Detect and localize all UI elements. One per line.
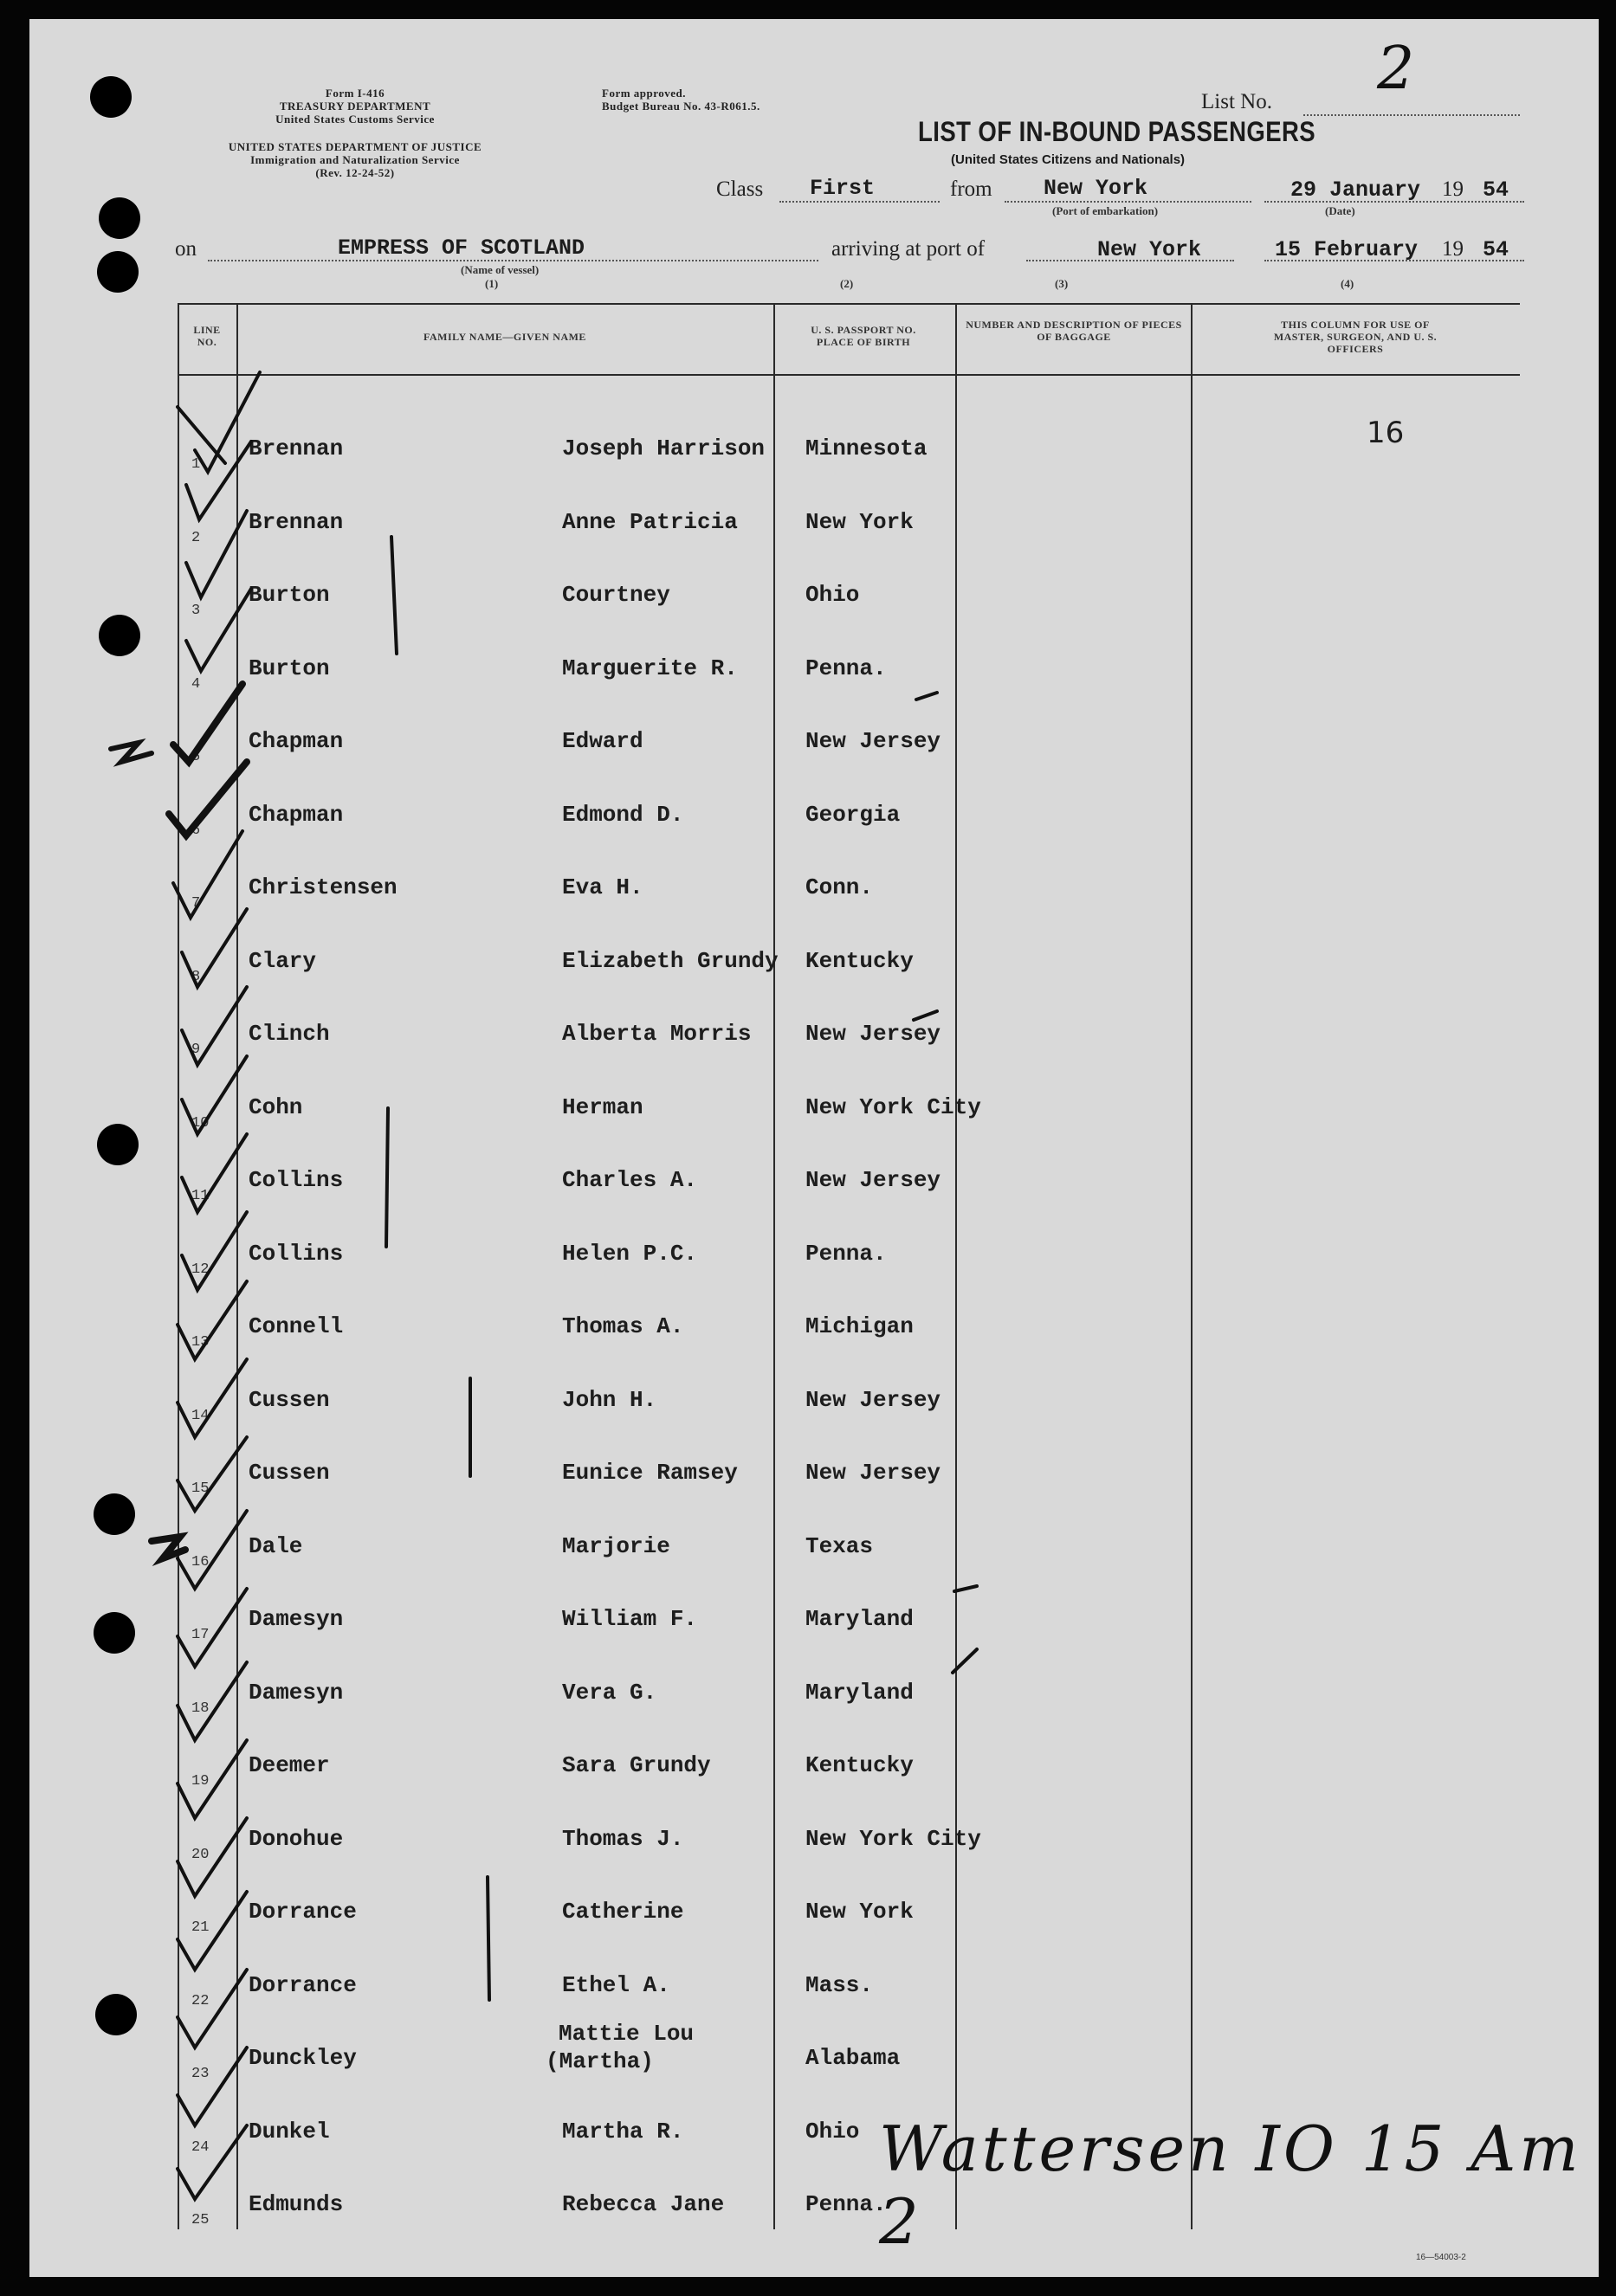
punch-hole bbox=[99, 197, 140, 239]
family-name: Cohn bbox=[249, 1093, 303, 1120]
line-number: 12 bbox=[191, 1261, 210, 1278]
family-name: Deemer bbox=[249, 1752, 330, 1778]
ins: Immigration and Naturalization Service bbox=[250, 153, 460, 166]
place-of-birth: New Jersey bbox=[805, 1386, 941, 1413]
line-number: 4 bbox=[191, 675, 201, 693]
passenger-table bbox=[178, 303, 1520, 2229]
line-number: 21 bbox=[191, 1919, 210, 1936]
officer-signature: Wattersen IO 15 Am 2 bbox=[879, 2112, 1582, 2258]
agency-block bbox=[165, 87, 546, 126]
header-passport: U. S. PASSPORT NO. PLACE OF BIRTH bbox=[811, 324, 916, 348]
line-number: 11 bbox=[191, 1188, 210, 1204]
family-name: Brennan bbox=[249, 508, 344, 535]
revision: (Rev. 12-24-52) bbox=[315, 166, 395, 179]
given-name: Thomas J. bbox=[562, 1825, 684, 1852]
family-name: Dorrance bbox=[249, 1899, 357, 1925]
line-number: 7 bbox=[191, 895, 201, 912]
arrival-port-num: (3) bbox=[1055, 277, 1069, 290]
arrival-date: 15 February bbox=[1275, 237, 1419, 262]
given-name: Edmond D. bbox=[562, 801, 684, 828]
on-label: on bbox=[175, 237, 197, 261]
family-name: Donohue bbox=[249, 1825, 344, 1852]
family-name: Clary bbox=[249, 947, 317, 974]
punch-hole bbox=[90, 76, 132, 118]
place-of-birth: New Jersey bbox=[805, 1021, 941, 1047]
page-title: LIST OF IN-BOUND PASSENGERS bbox=[918, 116, 1316, 147]
line-number: 22 bbox=[191, 1992, 210, 2009]
arrival-year: 54 bbox=[1483, 237, 1509, 262]
treasury-department: TREASURY DEPARTMENT bbox=[279, 100, 431, 113]
budget-bureau: Budget Bureau No. 43-R061.5. bbox=[602, 100, 760, 113]
place-of-birth: Mass. bbox=[805, 1971, 874, 1998]
given-name: Vera G. bbox=[562, 1679, 657, 1706]
family-name: Chapman bbox=[249, 801, 344, 828]
class-line bbox=[779, 201, 940, 203]
place-of-birth: Alabama bbox=[805, 2045, 901, 2071]
given-name: Thomas A. bbox=[562, 1313, 684, 1339]
family-name: Dorrance bbox=[249, 1971, 357, 1998]
list-no-line bbox=[1303, 114, 1520, 116]
given-name: Marjorie bbox=[562, 1532, 670, 1559]
class-label: Class bbox=[716, 177, 764, 201]
family-name: Collins bbox=[249, 1167, 344, 1193]
family-name: Edmunds bbox=[249, 2191, 344, 2217]
family-name: Brennan bbox=[249, 435, 344, 461]
arrival-year-prefix: 19 bbox=[1442, 237, 1464, 261]
given-name: Sara Grundy bbox=[562, 1752, 711, 1778]
line-number: 18 bbox=[191, 1699, 210, 1717]
form-number: Form I-416 bbox=[325, 87, 385, 100]
place-of-birth: Georgia bbox=[805, 801, 901, 828]
line-number: 20 bbox=[191, 1846, 210, 1863]
from-value: New York bbox=[1044, 176, 1148, 201]
place-of-birth: New Jersey bbox=[805, 1460, 941, 1486]
given-name: Charles A. bbox=[562, 1167, 698, 1193]
header-line-no: LINE NO. bbox=[193, 324, 221, 348]
given-name: John H. bbox=[562, 1386, 657, 1413]
place-of-birth: New York bbox=[805, 508, 914, 535]
doj: UNITED STATES DEPARTMENT OF JUSTICE bbox=[228, 140, 482, 153]
place-of-birth: New York City bbox=[805, 1825, 981, 1852]
form-approved: Form approved. bbox=[602, 87, 687, 100]
place-of-birth: Penna. bbox=[805, 655, 887, 681]
date-value: 29 January bbox=[1290, 177, 1421, 203]
line-number: 17 bbox=[191, 1627, 210, 1643]
given-name-alt: (Martha) bbox=[546, 2048, 654, 2074]
family-name: Damesyn bbox=[249, 1606, 344, 1632]
footer-code: 16—54003-2 bbox=[1416, 2253, 1466, 2262]
given-name: Eva H. bbox=[562, 874, 643, 900]
col-divider-line bbox=[236, 303, 238, 2229]
from-caption: (Port of embarkation) bbox=[1052, 204, 1159, 217]
given-name: Ethel A. bbox=[562, 1971, 670, 1998]
header-baggage: NUMBER AND DESCRIPTION OF PIECES OF BAGGAGE bbox=[966, 319, 1182, 343]
given-name: Catherine bbox=[562, 1899, 684, 1925]
officer-note: 16 bbox=[1367, 416, 1405, 450]
place-of-birth: New Jersey bbox=[805, 728, 941, 754]
place-of-birth: Ohio bbox=[805, 582, 860, 608]
place-of-birth: Minnesota bbox=[805, 435, 928, 461]
given-name: Martha R. bbox=[562, 2118, 684, 2144]
line-number: 15 bbox=[191, 1480, 210, 1497]
line-number: 2 bbox=[191, 529, 201, 546]
given-name: Mattie Lou bbox=[559, 2021, 695, 2047]
arriving-num: (2) bbox=[840, 277, 854, 290]
vessel-name: EMPRESS OF SCOTLAND bbox=[338, 235, 585, 261]
family-name: Burton bbox=[249, 655, 330, 681]
given-name: Herman bbox=[562, 1093, 643, 1120]
line-number: 19 bbox=[191, 1773, 210, 1790]
given-name: Anne Patricia bbox=[562, 508, 738, 535]
given-name: Marguerite R. bbox=[562, 655, 738, 681]
punch-hole bbox=[95, 1994, 137, 2035]
place-of-birth: Ohio bbox=[805, 2118, 860, 2144]
line-number: 9 bbox=[191, 1042, 201, 1058]
given-name: Joseph Harrison bbox=[562, 435, 766, 461]
place-of-birth: Kentucky bbox=[805, 947, 914, 974]
line-number: 5 bbox=[191, 749, 201, 765]
family-name: Dale bbox=[249, 1532, 303, 1559]
family-name: Connell bbox=[249, 1313, 344, 1339]
place-of-birth: Maryland bbox=[805, 1679, 914, 1706]
place-of-birth: Kentucky bbox=[805, 1752, 914, 1778]
line-number: 23 bbox=[191, 2066, 210, 2082]
customs-service: United States Customs Service bbox=[275, 113, 435, 126]
budget-block bbox=[602, 87, 760, 113]
table-left-border bbox=[178, 303, 179, 2229]
header-name: FAMILY NAME—GIVEN NAME bbox=[423, 331, 586, 343]
list-number: 2 bbox=[1377, 35, 1415, 103]
family-name: Burton bbox=[249, 582, 330, 608]
punch-hole bbox=[94, 1493, 135, 1535]
given-name: William F. bbox=[562, 1606, 698, 1632]
place-of-birth: Penna. bbox=[805, 2191, 887, 2217]
place-of-birth: New York bbox=[805, 1899, 914, 1925]
given-name: Elizabeth Grundy bbox=[562, 947, 779, 974]
table-top-border bbox=[178, 303, 1520, 305]
family-name: Cussen bbox=[249, 1386, 330, 1413]
family-name: Damesyn bbox=[249, 1679, 344, 1706]
line-number: 24 bbox=[191, 2138, 210, 2156]
col-divider-name bbox=[773, 303, 775, 2229]
line-number: 10 bbox=[191, 1114, 210, 1132]
place-of-birth: New Jersey bbox=[805, 1167, 941, 1193]
punch-hole bbox=[99, 615, 140, 656]
given-name: Edward bbox=[562, 728, 643, 754]
line-number: 25 bbox=[191, 2212, 210, 2228]
header-officers: THIS COLUMN FOR USE OF MASTER, SURGEON, AND U. S. OFFICERS bbox=[1273, 319, 1438, 355]
family-name: Collins bbox=[249, 1240, 344, 1267]
punch-hole bbox=[97, 251, 139, 293]
punch-hole bbox=[97, 1124, 139, 1165]
date-year-prefix: 19 bbox=[1442, 177, 1464, 201]
page-subtitle: (United States Citizens and Nationals) bbox=[951, 152, 1186, 167]
line-number: 1 bbox=[191, 456, 201, 473]
arrival-date-num: (4) bbox=[1341, 277, 1354, 290]
line-number: 14 bbox=[191, 1407, 210, 1424]
place-of-birth: Penna. bbox=[805, 1240, 887, 1267]
line-number: 6 bbox=[191, 822, 201, 839]
line-number: 16 bbox=[191, 1553, 210, 1570]
family-name: Cussen bbox=[249, 1460, 330, 1486]
place-of-birth: Conn. bbox=[805, 874, 874, 900]
place-of-birth: New York City bbox=[805, 1093, 981, 1120]
family-name: Dunckley bbox=[249, 2045, 357, 2071]
list-no-label: List No. bbox=[1201, 90, 1272, 113]
family-name: Christensen bbox=[249, 874, 398, 900]
line-number: 3 bbox=[191, 603, 201, 619]
punch-hole bbox=[94, 1612, 135, 1654]
vessel-num: (1) bbox=[485, 277, 499, 290]
from-line bbox=[1005, 201, 1251, 203]
table-header-border bbox=[178, 374, 1520, 376]
date-caption: (Date) bbox=[1325, 204, 1355, 217]
line-number: 13 bbox=[191, 1334, 210, 1351]
family-name: Dunkel bbox=[249, 2118, 330, 2144]
place-of-birth: Michigan bbox=[805, 1313, 914, 1339]
col-divider-baggage bbox=[1191, 303, 1193, 2229]
family-name: Clinch bbox=[249, 1021, 330, 1047]
date-year: 54 bbox=[1483, 177, 1509, 203]
place-of-birth: Texas bbox=[805, 1532, 874, 1559]
given-name: Helen P.C. bbox=[562, 1240, 698, 1267]
from-label: from bbox=[950, 177, 992, 201]
class-value: First bbox=[810, 176, 876, 201]
given-name: Rebecca Jane bbox=[562, 2191, 725, 2217]
given-name: Eunice Ramsey bbox=[562, 1460, 738, 1486]
arrival-port: New York bbox=[1097, 237, 1202, 262]
family-name: Chapman bbox=[249, 728, 344, 754]
doj-block bbox=[165, 140, 546, 179]
vessel-caption: (Name of vessel) bbox=[461, 263, 540, 276]
line-number: 8 bbox=[191, 968, 201, 985]
given-name: Alberta Morris bbox=[562, 1021, 752, 1047]
arriving-label: arriving at port of bbox=[831, 237, 986, 261]
col-divider-birth bbox=[955, 303, 957, 2229]
given-name: Courtney bbox=[562, 582, 670, 608]
place-of-birth: Maryland bbox=[805, 1606, 914, 1632]
